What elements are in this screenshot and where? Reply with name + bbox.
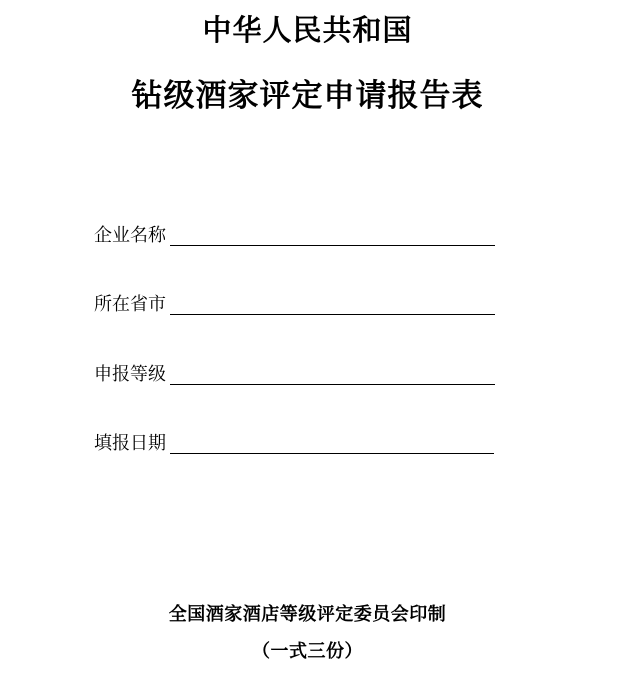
field-label-applied-grade: 申报等级 — [94, 364, 166, 385]
field-blank-fill-date[interactable] — [170, 453, 494, 454]
field-label-enterprise-name: 企业名称 — [94, 225, 166, 246]
field-label-province-city: 所在省市 — [94, 294, 166, 315]
document-title-country: 中华人民共和国 — [202, 13, 413, 47]
field-applied-grade — [94, 362, 495, 386]
issuer-line: 全国酒家酒店等级评定委员会印制 — [168, 604, 447, 625]
field-blank-province-city[interactable] — [170, 314, 495, 315]
document-title-form: 钻级酒家评定申请报告表 — [131, 78, 484, 114]
field-blank-enterprise-name[interactable] — [170, 245, 495, 246]
field-blank-applied-grade[interactable] — [170, 384, 495, 385]
field-enterprise-name — [94, 223, 495, 247]
copies-note: （一式三份） — [252, 641, 363, 662]
field-label-fill-date: 填报日期 — [94, 433, 166, 454]
field-fill-date — [94, 431, 494, 455]
field-province-city — [94, 292, 495, 316]
